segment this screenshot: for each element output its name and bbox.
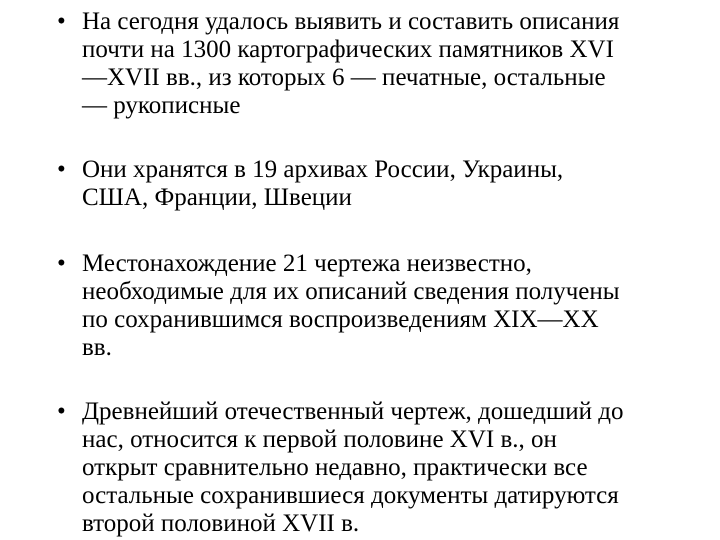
bullet-marker: •	[57, 8, 66, 35]
bullet-marker: •	[57, 250, 66, 277]
bullet-line: — рукописные	[82, 92, 241, 119]
bullet-line: по сохранившимся воспроизведениям XIX—XX	[82, 306, 599, 333]
bullet-marker: •	[57, 398, 66, 425]
bullet-line: вв.	[82, 334, 112, 361]
bullet-line: —XVII вв., из которых 6 — печатные, остальные	[82, 64, 606, 91]
bullet-text	[82, 156, 702, 212]
bullet-text	[82, 250, 702, 362]
bullet-line: нас, относится к первой половине XVI в., он	[82, 426, 557, 453]
bullet-text	[82, 8, 702, 120]
bullet-line: необходимые для их описаний сведения получены	[82, 278, 620, 305]
bullet-line: второй половиной XVII в.	[82, 510, 360, 537]
bullet-line: открыт сравнительно недавно, практически все	[82, 454, 588, 481]
bullet-line: На сегодня удалось выявить и составить описания	[82, 8, 620, 35]
bullet-line: США, Франции, Швеции	[82, 184, 352, 211]
bullet-line: Местонахождение 21 чертежа неизвестно,	[82, 250, 532, 277]
bullet-line: Они хранятся в 19 архивах России, Украины,	[82, 156, 564, 183]
bullet-line: остальные сохранившиеся документы датируются	[82, 482, 619, 509]
bullet-text	[82, 398, 702, 538]
bullet-line: Древнейший отечественный чертеж, дошедший до	[82, 398, 624, 425]
bullet-line: почти на 1300 картографических памятников XVI	[82, 36, 614, 63]
bullet-marker: •	[57, 156, 66, 183]
